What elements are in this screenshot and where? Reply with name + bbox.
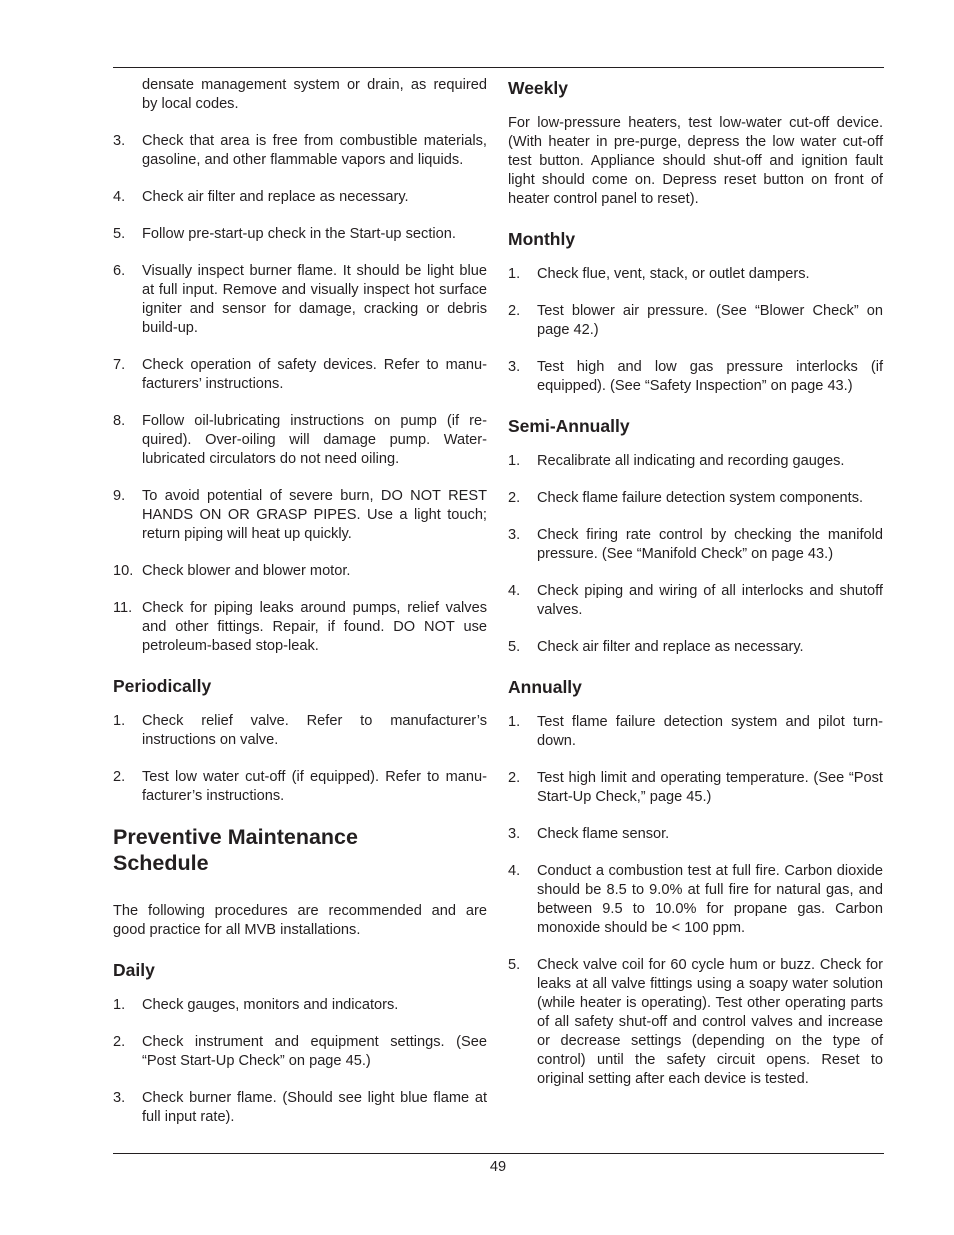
- section-title-line: Preventive Maintenance: [113, 825, 358, 849]
- list-item: [508, 526, 883, 564]
- right-column: [508, 76, 883, 1107]
- item-number: 1.: [508, 266, 521, 282]
- item-text: Follow oil-lubricating instructions on pump (if required). Over-oiling will damage pump. Water-lubricated circulators do not need oiling.: [142, 413, 487, 467]
- list-item: [113, 356, 487, 394]
- semi-annually-heading: Semi-Annually: [508, 416, 630, 436]
- item-text: Test high limit and operating temperature. (See “Post Start-Up Check,” page 45.): [537, 770, 883, 805]
- item-text: Test high and low gas pressure interlocks (if equipped). (See “Safety Inspection” on page 43.): [537, 359, 883, 394]
- item-number: 5.: [508, 957, 521, 973]
- list-item: [508, 825, 883, 844]
- item-number: 2.: [113, 769, 126, 785]
- item-number: 6.: [113, 263, 126, 279]
- item-number: 4.: [508, 583, 521, 599]
- item-text: To avoid potential of severe burn, DO NOT REST HANDS ON OR GRASP PIPES. Use a light touch; return piping will heat up quickly.: [142, 488, 487, 542]
- item-number: 11.: [113, 600, 133, 616]
- item-number: 8.: [113, 413, 126, 429]
- item-text: Check valve coil for 60 cycle hum or buzz. Check for leaks at all valve fittings using a soapy water solution (while heater is operating). Test other operating parts of all safety shut-off and control valves and increase or decrease settings (depending on the type of control) until the safety circuit opens. Reset to original setting after each device is tested.: [537, 957, 883, 1087]
- item-text: Check that area is free from combustible materials, gasoline, and other flammable vapors and liquids.: [142, 133, 487, 168]
- item-number: 7.: [113, 357, 126, 373]
- list-item: [508, 638, 883, 657]
- continuation-text: densate management system or drain, as required by local codes.: [142, 77, 487, 112]
- daily-heading: Daily: [113, 960, 155, 980]
- list-item: [113, 562, 487, 581]
- item-text: Recalibrate all indicating and recording gauges.: [537, 453, 845, 469]
- item-number: 3.: [113, 133, 126, 149]
- item-text: Test low water cut-off (if equipped). Refer to manufacturer’s instructions.: [142, 769, 487, 804]
- item-text: Check operation of safety devices. Refer to manufacturers’ instructions.: [142, 357, 487, 392]
- weekly-text: For low-pressure heaters, test low-water cut-off device. (With heater in pre-purge, depress the low water cut-off test button. Appliance should shut-off and ignition fault light should come on. Depress reset button on front of heater control panel to reset).: [508, 115, 883, 207]
- item-number: 1.: [113, 997, 126, 1013]
- list-item: [508, 265, 883, 284]
- list-item: [113, 599, 487, 656]
- item-text: Check relief valve. Refer to manufacturer’s instructions on valve.: [142, 713, 487, 748]
- list-item: [508, 956, 883, 1089]
- item-number: 3.: [113, 1090, 126, 1106]
- item-number: 4.: [113, 189, 126, 205]
- list-item: [508, 769, 883, 807]
- item-text: Visually inspect burner flame. It should be light blue at full input. Remove and visually inspect hot surface igniter and sensor for damage, cracking or debris build-up.: [142, 263, 487, 336]
- list-item: [113, 768, 487, 806]
- list-item: [508, 489, 883, 508]
- periodically-heading: Periodically: [113, 676, 212, 696]
- item-text: Check instrument and equipment settings. (See “Post Start-Up Check” on page 45.): [142, 1034, 487, 1069]
- list-item: [113, 262, 487, 338]
- item-text: Check blower and blower motor.: [142, 563, 351, 579]
- section-title-line: Schedule: [113, 851, 209, 875]
- item-text: Check flame sensor.: [537, 826, 670, 842]
- header-rule: [113, 67, 884, 68]
- item-number: 2.: [113, 1034, 126, 1050]
- monthly-heading: Monthly: [508, 229, 576, 249]
- item-number: 2.: [508, 770, 521, 786]
- list-item: [508, 582, 883, 620]
- item-text: Test flame failure detection system and pilot turndown.: [537, 714, 883, 749]
- item-number: 1.: [508, 714, 521, 730]
- section-title: [113, 824, 487, 876]
- item-number: 5.: [113, 226, 126, 242]
- list-item: [508, 358, 883, 396]
- list-item: [508, 713, 883, 751]
- item-text: Conduct a combustion test at full fire. Carbon dioxide should be 8.5 to 9.0% at full fire for natural gas, and between 9.5 to 10.0% for propane gas. Carbon monoxide should be < 100 ppm.: [537, 863, 883, 936]
- item-text: Check flue, vent, stack, or outlet dampers.: [537, 266, 810, 282]
- list-item: [113, 487, 487, 544]
- list-item: [508, 862, 883, 938]
- item-number: 3.: [508, 359, 521, 375]
- item-number: 3.: [508, 826, 521, 842]
- item-text: Check burner flame. (Should see light blue flame at full input rate).: [142, 1090, 487, 1125]
- footer-rule: [113, 1153, 884, 1154]
- item-text: Check firing rate control by checking the manifold pressure. (See “Manifold Check” on page 43.): [537, 527, 883, 562]
- list-item: [113, 712, 487, 750]
- list-item: [508, 302, 883, 340]
- item-number: 1.: [113, 713, 126, 729]
- item-number: 2.: [508, 490, 521, 506]
- list-item: [113, 1033, 487, 1071]
- item-text: Check piping and wiring of all interlocks and shutoff valves.: [537, 583, 883, 618]
- item-text: Check gauges, monitors and indicators.: [142, 997, 399, 1013]
- section-intro: The following procedures are recommended and are good practice for all MVB installations.: [113, 903, 487, 938]
- item-number: 10.: [113, 563, 134, 579]
- item-number: 9.: [113, 488, 126, 504]
- item-text: Check for piping leaks around pumps, relief valves and other fittings. Repair, if found. DO NOT use petroleum-based stop-leak.: [142, 600, 487, 654]
- list-item: [113, 225, 487, 244]
- item-text: Follow pre-start-up check in the Start-up section.: [142, 226, 456, 242]
- item-number: 3.: [508, 527, 521, 543]
- item-text: Check air filter and replace as necessary.: [537, 639, 804, 655]
- list-item: [113, 996, 487, 1015]
- list-item: [113, 188, 487, 207]
- weekly-heading: Weekly: [508, 78, 568, 98]
- list-item: [113, 412, 487, 469]
- item-number: 2.: [508, 303, 521, 319]
- annually-heading: Annually: [508, 677, 582, 697]
- item-number: 1.: [508, 453, 521, 469]
- item-text: Test blower air pressure. (See “Blower Check” on page 42.): [537, 303, 883, 338]
- list-item: [508, 452, 883, 471]
- list-item: [113, 132, 487, 170]
- item-number: 4.: [508, 863, 521, 879]
- item-text: Check air filter and replace as necessary.: [142, 189, 409, 205]
- left-column: [113, 76, 487, 1145]
- item-number: 5.: [508, 639, 521, 655]
- page-number: 49: [489, 1159, 507, 1175]
- list-item: [113, 1089, 487, 1127]
- item-text: Check flame failure detection system components.: [537, 490, 864, 506]
